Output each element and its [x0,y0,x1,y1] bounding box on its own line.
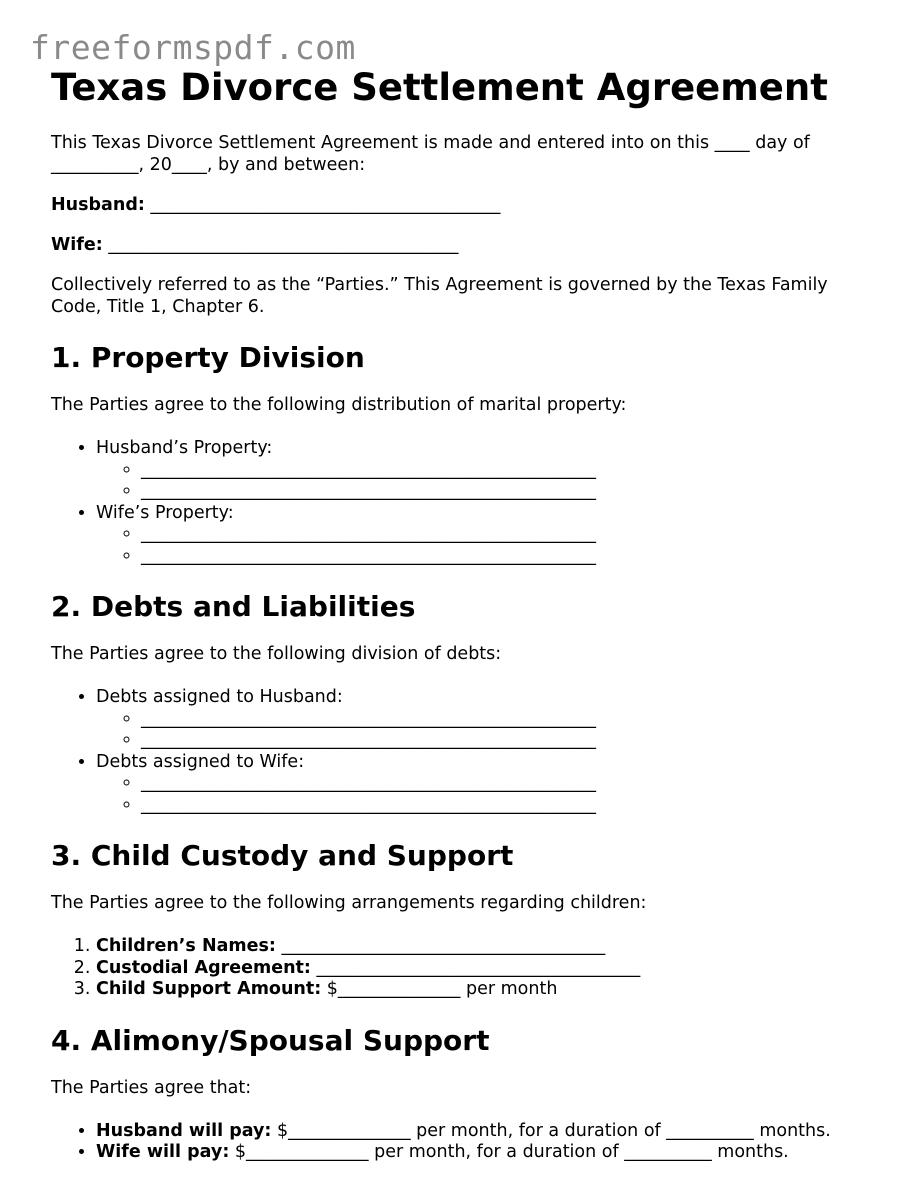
blank-field[interactable]: $______________ per month, for a duration of __________ months. [229,1142,789,1162]
list-item [96,958,871,980]
blank-field[interactable]: ◦ ____________________________________________________ [141,709,871,731]
item-label: Wife will pay: [96,1142,230,1162]
husband-name-field[interactable]: ________________________________________ [150,195,501,215]
wife-line [51,234,871,256]
group-label: Wife’s Property: [96,502,234,523]
blank-field[interactable]: ◦ ____________________________________________________ [141,795,871,817]
blank-field[interactable]: ◦ ____________________________________________________ [141,546,871,568]
item-label: Children’s Names: [96,936,276,956]
blank-field[interactable]: ◦ ____________________________________________________ [141,460,871,482]
item-label: Child Support Amount: [96,979,322,999]
blank-field[interactable]: $______________ per month, for a duration of __________ months. [271,1120,831,1141]
blank-field[interactable]: ◦ ____________________________________________________ [141,524,871,546]
group-label: Debts assigned to Wife: [96,751,305,772]
property-list [51,438,871,567]
list-item [96,687,871,752]
document-title: Texas Divorce Settlement Agreement [51,66,828,109]
debts-list [51,687,871,816]
blank-field[interactable]: _____________________________________ [310,957,641,978]
parties-paragraph: Collectively referred to as the “Parties.” This Agreement is governed by the Texas Family Code, Title 1, Chapter 6. [51,275,828,317]
group-label: Debts assigned to Husband: [96,687,343,707]
section-heading-custody: 3. Child Custody and Support [51,839,514,872]
blank-field[interactable]: ◦ ____________________________________________________ [141,730,871,752]
section-heading-debts: 2. Debts and Liabilities [51,590,416,623]
section-heading-alimony: 4. Alimony/Spousal Support [51,1023,490,1057]
blank-field[interactable]: $______________ per month [321,979,558,999]
item-label: Custodial Agreement: [96,957,311,978]
document-page [51,66,871,1186]
wife-name-field[interactable]: ________________________________________ [108,235,459,255]
section-lead: The Parties agree that: [51,1077,252,1098]
husband-label: Husband: [51,195,145,215]
section-lead: The Parties agree to the following division of debts: [51,644,502,664]
blank-field[interactable]: ◦ ____________________________________________________ [141,773,871,795]
intro-paragraph: This Texas Divorce Settlement Agreement is made and entered into on this ____ day of __________, 20____, by and between: [51,133,810,175]
watermark: freeformspdf.com [30,28,356,67]
custody-list [51,936,871,1001]
section-heading-property: 1. Property Division [51,341,365,374]
list-item [96,1142,871,1164]
blank-field[interactable]: ◦ ____________________________________________________ [141,481,871,503]
list-item [96,438,871,503]
list-item [96,979,871,1001]
husband-line [51,194,871,216]
section-lead: The Parties agree to the following arrangements regarding children: [51,893,647,913]
list-item [96,503,871,568]
item-label: Husband will pay: [96,1120,272,1141]
section-lead: The Parties agree to the following distribution of marital property: [51,395,627,415]
list-item [96,936,871,958]
alimony-list [51,1121,871,1164]
wife-label: Wife: [51,235,103,255]
list-item [96,752,871,817]
blank-field[interactable]: _____________________________________ [275,936,606,956]
list-item [96,1121,871,1143]
group-label: Husband’s Property: [96,438,273,458]
